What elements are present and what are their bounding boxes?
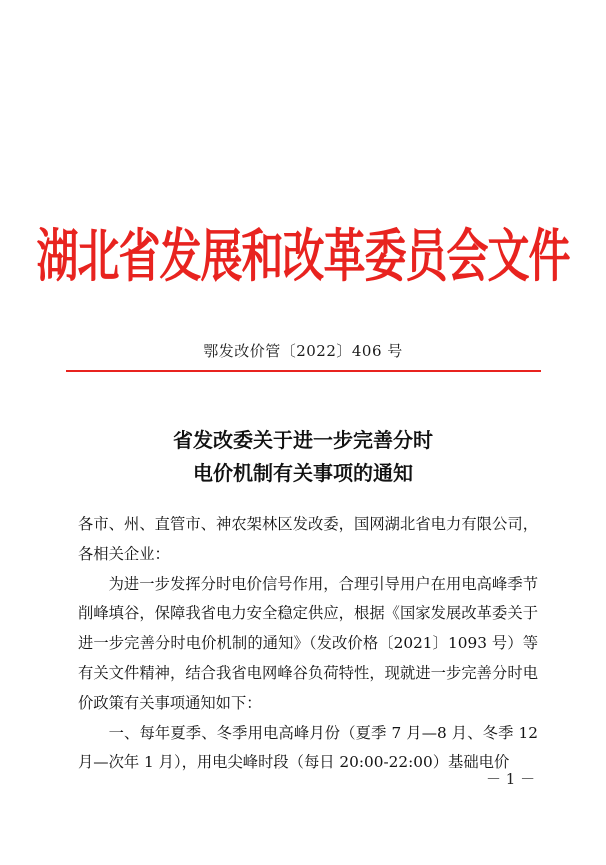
- title-line-1: 省发改委关于进一步完善分时: [173, 428, 433, 452]
- document-title: [0, 424, 606, 490]
- page-number: － 1 －: [486, 770, 536, 788]
- body-paragraph-2: 一、每年夏季、冬季用电高峰月份（夏季 7 月—8 月、冬季 12 月—次年 1 月），用电尖峰时段（每日 20:00-22:00）基础电价: [78, 723, 538, 772]
- body-paragraph-1: 为进一步发挥分时电价信号作用，合理引导用户在用电高峰季节削峰填谷，保障我省电力安全稳定供应，根据《国家发展改革委关于进一步完善分时电价机制的通知》（发改价格〔2021〕1093 号）等有关文件精神，结合我省电网峰谷负荷特性，现就进一步完善分时电价政策有关事项通知如下：: [78, 574, 538, 712]
- addressee: 各市、州、直管市、神农架林区发改委，国网湖北省电力有限公司，各相关企业：: [78, 515, 538, 563]
- document-number: 鄂发改价管〔2022〕406 号: [203, 342, 403, 360]
- document-masthead: 湖北省发展和改革委员会文件: [36, 222, 570, 289]
- red-divider-line: [66, 370, 541, 372]
- title-line-2: 电价机制有关事项的通知: [193, 461, 413, 485]
- document-body: [78, 510, 538, 778]
